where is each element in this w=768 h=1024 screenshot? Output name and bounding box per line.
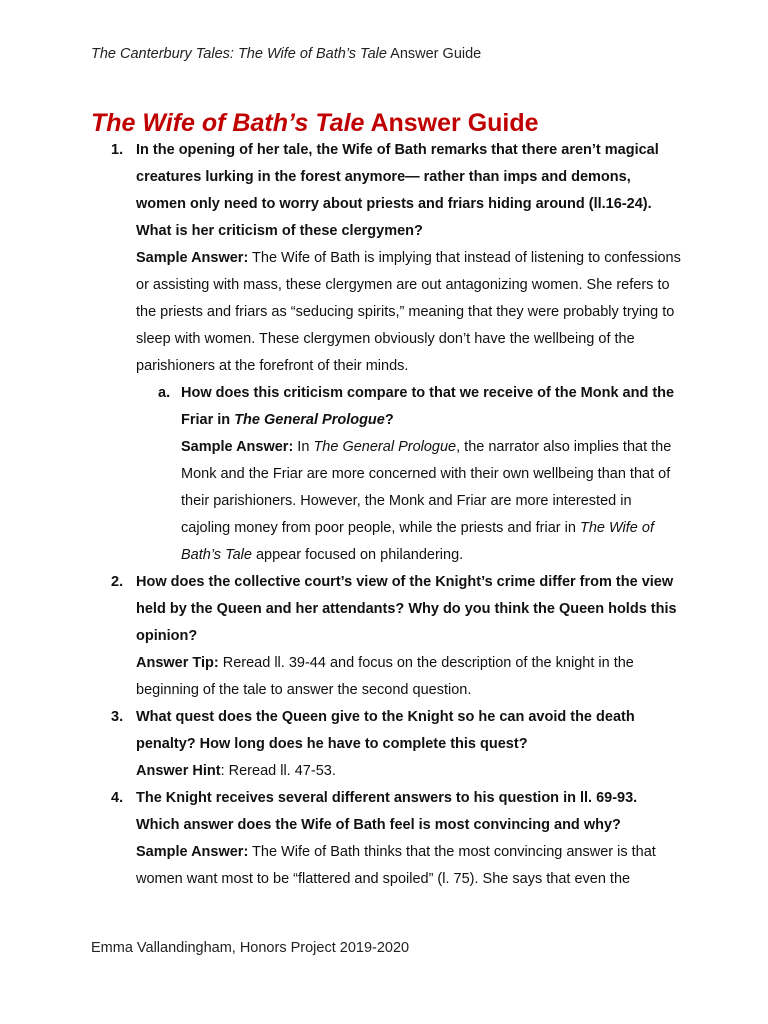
question-end: ? xyxy=(384,412,394,428)
header-italic: The Canterbury Tales: The Wife of Bath’s Tale xyxy=(91,46,387,62)
question-start: How does this criticism compare to that we receive of the Monk and the Friar in xyxy=(181,385,675,428)
question-text: How does the collective court’s view of the Knight’s crime differ from the view held by the Queen and her attendants? Why do you think the Queen holds this opinion? xyxy=(136,574,677,644)
answer-label: Answer Tip: xyxy=(136,655,219,671)
question-text: In the opening of her tale, the Wife of Bath remarks that there aren’t magical creatures lurking in the forest anymore— rather than imps and demons, women only need to worry about priests and friars hiding around (ll.16-24). What is her criticism of these clergymen? xyxy=(136,142,659,239)
answer-body: The Wife of Bath thinks that the most convincing answer is that women want most to be “flattered and spoiled” (l. 75). She says that even the xyxy=(136,844,656,887)
answer-italic-1: The General Prologue xyxy=(313,439,457,455)
page-title xyxy=(91,106,539,140)
question-number: 3. xyxy=(111,709,124,725)
answer-text xyxy=(136,650,682,704)
answer-label: Sample Answer: xyxy=(181,439,294,455)
question-italic: The General Prologue xyxy=(234,412,385,428)
page-footer: Emma Vallandingham, Honors Project 2019-2020 xyxy=(91,940,410,956)
question-item-3 xyxy=(0,704,682,785)
question-number: 4. xyxy=(111,790,124,806)
answer-text xyxy=(181,434,681,569)
answer-mid: , the narrator also implies that the Monk and the Friar are more concerned with their own wellbeing than that of their parishioners. However, the Monk and Friar are more interested in cajoling money from poor people, while the priests and friar in xyxy=(181,439,672,536)
answer-italic-2: The Wife of Bath’s Tale xyxy=(181,520,654,563)
answer-body: The Wife of Bath is implying that instead of listening to confessions or assisting with mass, these clergymen are out antagonizing women. She refers to the priests and friars as “seducing spirits,” meaning that they were probably trying to sleep with women. These clergymen obviously don’t have the wellbeing of the parishioners at the forefront of their minds. xyxy=(136,250,681,374)
answer-label: Sample Answer: xyxy=(136,844,249,860)
question-number: a. xyxy=(158,385,171,401)
question-number: 2. xyxy=(111,574,124,590)
answer-label: Sample Answer: xyxy=(136,250,249,266)
answer-body: Reread ll. 39-44 and focus on the description of the knight in the beginning of the tale to answer the second question. xyxy=(136,655,634,698)
question-item-1 xyxy=(0,137,682,380)
answer-body: : Reread ll. 47-53. xyxy=(220,763,336,779)
answer-text xyxy=(136,245,682,380)
question-number: 1. xyxy=(111,142,124,158)
title-italic: The Wife of Bath’s Tale xyxy=(91,109,365,137)
question-text: The Knight receives several different answers to his question in ll. 69-93. Which answer does the Wife of Bath feel is most convincing and why? xyxy=(136,790,638,833)
page-header xyxy=(91,46,481,62)
header-rest: Answer Guide xyxy=(386,46,482,62)
question-item-4 xyxy=(0,785,682,893)
answer-end: appear focused on philandering. xyxy=(251,547,464,563)
answer-text xyxy=(136,758,682,785)
question-text: What quest does the Queen give to the Knight so he can avoid the death penalty? How long does he have to complete this quest? xyxy=(136,709,635,752)
question-item-2 xyxy=(0,569,682,704)
answer-text xyxy=(136,839,682,893)
question-list xyxy=(0,137,768,893)
answer-label: Answer Hint xyxy=(136,763,221,779)
question-text xyxy=(181,380,681,434)
title-rest: Answer Guide xyxy=(364,109,539,137)
answer-pre: In xyxy=(293,439,314,455)
question-item-1a xyxy=(0,380,681,569)
